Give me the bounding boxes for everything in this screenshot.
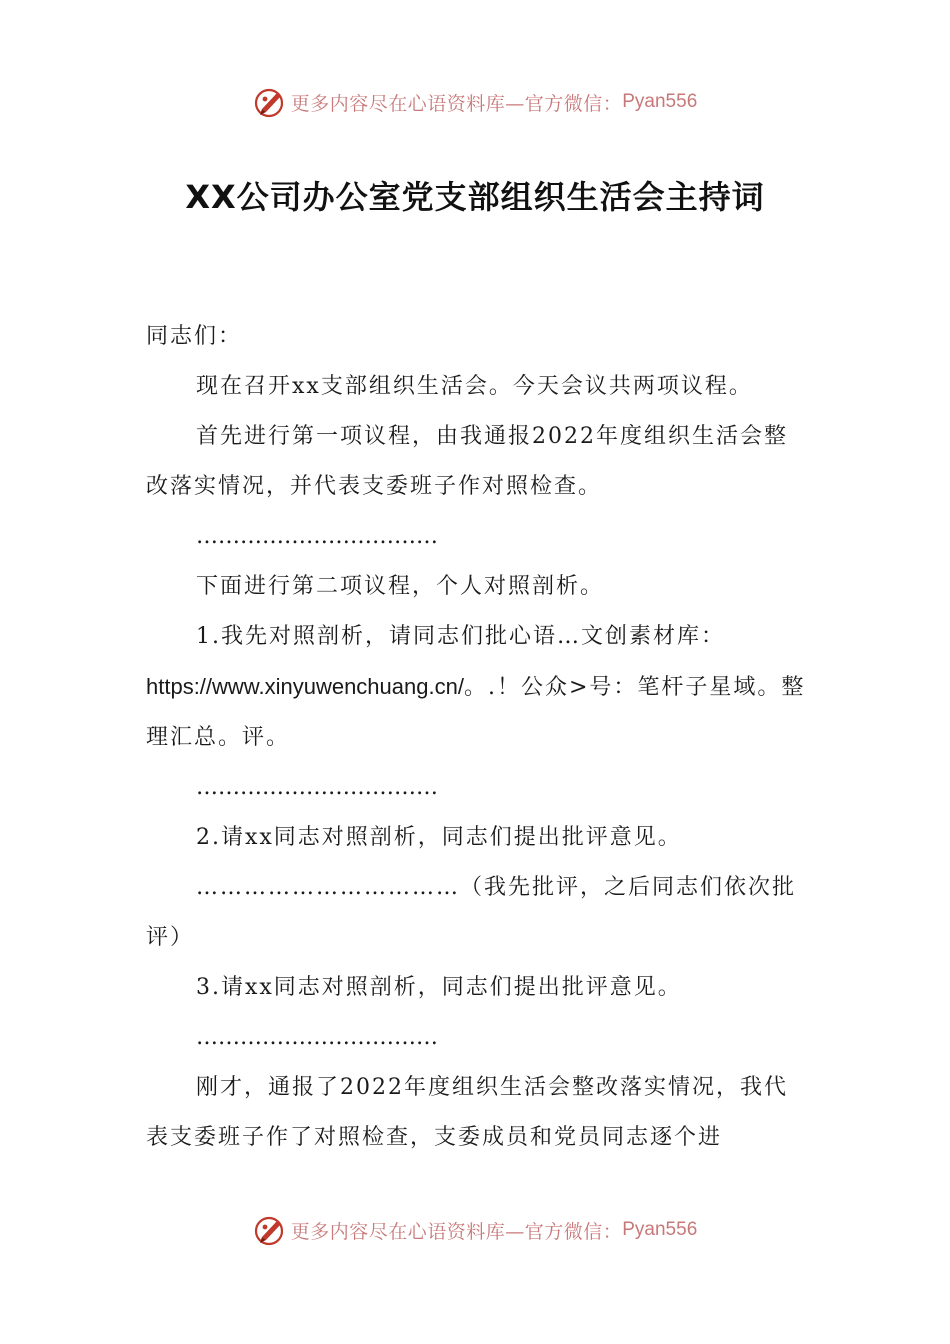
document-body [146,312,806,1163]
paragraph: 首先进行第一项议程，由我通报2022年度组织生活会整改落实情况，并代表支委班子作对照检查。 [146,424,788,499]
banner-text: 更多内容尽在心语资料库—官方微信： [290,92,623,115]
banner-wechat-id: Pyan556 [622,1219,698,1240]
ellipsis-line: …………………………… [196,775,438,800]
paragraph: 刚才，通报了2022年度组织生活会整改落实情况，我代表支委班子作了对照检查，支委成员和党员同志逐个进 [146,1075,788,1150]
paragraph: ……………………………（我先批评，之后同志们依次批评） [146,875,797,950]
banner-text: 更多内容尽在心语资料库—官方微信： [290,1220,623,1243]
document-title: XX公司办公室党支部组织生活会主持词 [185,178,765,216]
ellipsis-line: …………………………… [196,1025,438,1050]
paragraph-text: 。.！公众>号：笔杆子星域。整理汇总。评。 [146,675,806,750]
header-banner [0,82,950,122]
website-link[interactable]: https://www.xinyuwenchuang.cn/ [146,674,464,699]
banner-wechat-id: Pyan556 [622,91,698,112]
paragraph-text: 1.我先对照剖析，请同志们批心语…文创素材库： [196,624,725,649]
salutation: 同志们： [146,324,243,349]
paragraph [146,612,806,763]
paragraph: 下面进行第二项议程，个人对照剖析。 [196,574,605,599]
paragraph: 3.请xx同志对照剖析，同志们提出批评意见。 [196,975,682,1000]
ellipsis-line: …………………………… [196,524,438,549]
footer-banner [0,1210,950,1250]
paragraph: 现在召开xx支部组织生活会。今天会议共两项议程。 [196,374,753,399]
paragraph: 2.请xx同志对照剖析，同志们提出批评意见。 [196,825,682,850]
pen-nib-logo-icon [253,85,287,119]
pen-nib-logo-icon [253,1213,287,1247]
